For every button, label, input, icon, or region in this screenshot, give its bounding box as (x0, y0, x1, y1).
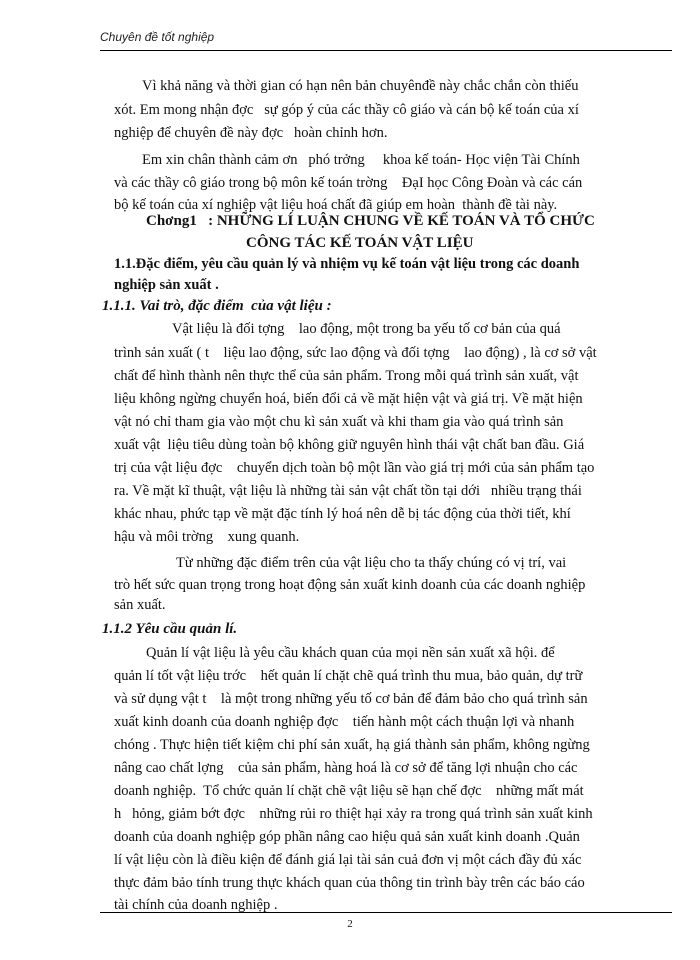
body-text-line: khác nhau, phức tạp về mặt đặc tính lý hoá nên dễ bị tác động của thời tiết, khí (114, 506, 571, 522)
body-text-line: ra. Về mặt kĩ thuật, vật liệu là những tài sản vật chất tồn tại dới nhiều trạng thái (114, 483, 582, 499)
chapter-heading: CÔNG TÁC KẾ TOÁN VẬT LIỆU (246, 235, 474, 251)
body-text-line: liệu không ngừng chuyển hoá, biến đổi cả về mặt hiện vật và giá trị. Về mặt hiện (114, 391, 583, 407)
body-text-line: trình sản xuất ( t liệu lao động, sức lao động và đối tợng lao động) , là cơ sở vật (114, 345, 597, 361)
body-text-line: sản xuất. (114, 597, 166, 613)
body-text-line: Từ những đặc điểm trên của vật liệu cho ta thấy chúng có vị trí, vai (176, 555, 567, 571)
body-text-line: thực đảm bảo tính trung thực khách quan của thông tin trình bày trên các báo cáo (114, 875, 585, 891)
body-text-line: trò hết sức quan trọng trong hoạt động sản xuất kinh doanh của các doanh nghiệp (114, 577, 586, 593)
body-text-line: xuất vật liệu tiêu dùng toàn bộ không giữ nguyên hình thái vật chất ban đầu. Giá (114, 437, 585, 453)
body-text-line: Vì khả năng và thời gian có hạn nên bản chuyênđề này chắc chắn còn thiếu (142, 78, 579, 94)
body-text-line: trị của vật liệu đợc chuyển dịch toàn bộ một lần vào giá trị mới của sản phẩm tạo (114, 460, 595, 476)
header-rule (100, 50, 672, 51)
body-text-line: Vật liệu là đối tợng lao động, một trong ba yếu tố cơ bản của quá (172, 321, 561, 337)
body-text-line: vật nó chỉ tham gia vào một chu kì sản xuất và khi tham gia vào quá trình sản (114, 414, 564, 430)
body-text-line: chóng . Thực hiện tiết kiệm chi phí sản xuất, hạ giá thành sản phẩm, không ngừng (114, 737, 590, 753)
body-text-line: và các thầy cô giáo trong bộ môn kế toán trờng ĐạI học Công Đoàn và các cán (114, 175, 583, 191)
body-text-line: nghiệp để chuyên đề này đợc hoàn chỉnh hơn. (114, 125, 388, 141)
body-text-line: nâng cao chất lợng của sản phẩm, hàng hoá là cơ sở để tăng lợi nhuận cho các (114, 760, 578, 776)
body-text-line: doanh của doanh nghiệp góp phần nâng cao hiệu quả sản xuất kinh doanh .Quản (114, 829, 580, 845)
page-number: 2 (347, 918, 353, 930)
body-text-line: h hỏng, giảm bớt đợc những rủi ro thiệt hại xảy ra trong quá trình sản xuất kinh (114, 806, 593, 822)
page-header-title: Chuyên đề tốt nghiệp (100, 30, 215, 44)
body-text-line: bộ kế toán của xí nghiệp vật liệu hoá chất đã giúp em hoàn thành đề tài này. (114, 197, 558, 213)
body-text-line: lí vật liệu còn là điều kiện để đánh giá lại tài sản cuả đơn vị một cách đầy đủ xác (114, 852, 582, 868)
subsection-heading: 1.1.1. Vai trò, đặc điểm của vật liệu : (102, 298, 332, 314)
body-text-line: hậu và môi trờng xung quanh. (114, 529, 300, 545)
body-text-line: Em xin chân thành cảm ơn phó trởng khoa kế toán- Học viện Tài Chính (142, 152, 580, 168)
body-text-line: xót. Em mong nhận đợc sự góp ý của các thầy cô giáo và cán bộ kế toán của xí (114, 102, 579, 118)
footer-rule (100, 912, 672, 913)
subsection-heading: 1.1.2 Yêu cầu quản lí. (102, 621, 238, 637)
body-text-line: chất để hình thành nên thực thể của sản phẩm. Trong mỗi quá trình sản xuất, vật (114, 368, 579, 384)
body-text-line: và sử dụng vật t là một trong những yếu tố cơ bản để đảm bảo cho quá trình sản (114, 691, 588, 707)
body-text-line: quản lí tốt vật liệu trớc hết quản lí chặt chẽ quá trình thu mua, bảo quản, dự trữ (114, 668, 583, 684)
section-heading: nghiệp sản xuất . (114, 277, 219, 293)
body-text-line: doanh nghiệp. Tổ chức quản lí chặt chẽ vật liệu sẽ hạn chế đợc những mất mát (114, 783, 584, 799)
body-text-line: xuất kinh doanh của doanh nghiệp đợc tiến hành một cách thuận lợi và nhanh (114, 714, 575, 730)
section-heading: 1.1.Đặc điểm, yêu cầu quản lý và nhiệm vụ kế toán vật liệu trong các doanh (114, 256, 580, 272)
chapter-heading: Chơng1 : NHỮNG LÍ LUẬN CHUNG VỀ KẾ TOÁN VÀ TỔ CHỨC (146, 213, 595, 229)
body-text-line: tài chính của doanh nghiệp . (114, 897, 278, 913)
body-text-line: Quản lí vật liệu là yêu cầu khách quan của mọi nền sản xuất xã hội. để (146, 645, 555, 661)
